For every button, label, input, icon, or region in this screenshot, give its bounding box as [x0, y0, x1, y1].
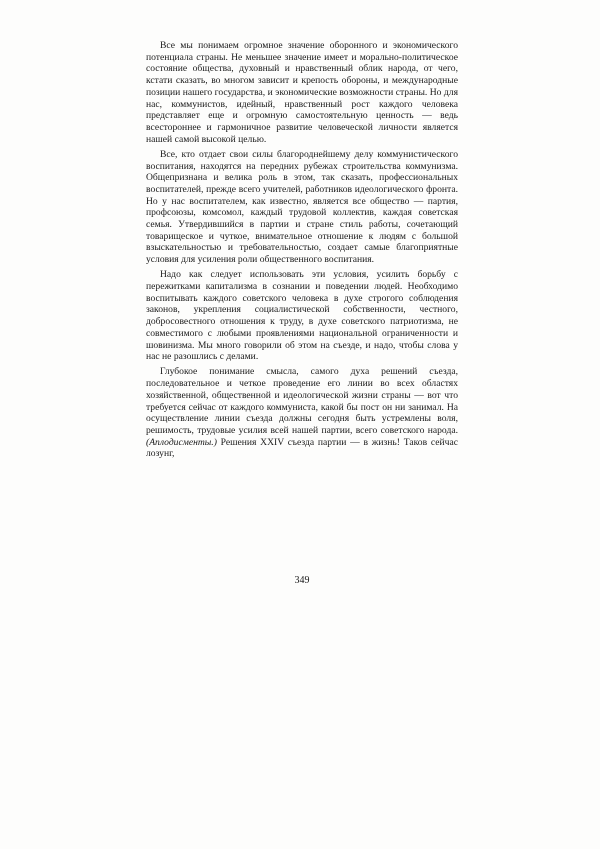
paragraph-3: Надо как следует использовать эти условия, усилить борьбу с пережитками капитализма в сознании и поведении людей. Необходимо воспитывать каждого советского человека в духе строгого соблюдения законов, укрепления социалистической собственности, честного, добросовестного отношения к труду, в духе советского патриотизма, не совместимого с любыми проявлениями национальной ограниченности и шовинизма. Мы много говорили об этом на съезде, и надо, чтобы слова у нас не разошлись с делами.	[146, 269, 458, 363]
paragraph-4	[146, 366, 458, 460]
paragraph-1: Все мы понимаем огромное значение оборонного и экономического потенциала страны. Не меньшее значение имеет и морально-политическое состояние общества, духовный и нравственный облик народа, от чего, кстати сказать, во многом зависит и крепость обороны, и международные позиции нашего государства, и экономические возможности страны. Но для нас, коммунистов, идейный, нравственный рост каждого человека представляет еще и огромную самостоятельную ценность — ведь всестороннее и гармоничное развитие человеческой личности является нашей самой высокой целью.	[146, 40, 458, 145]
paragraph-2: Все, кто отдает свои силы благороднейшему делу коммунистического воспитания, находятся на передних рубежах строительства коммунизма. Общепризнана и велика роль в этом, так сказать, профессиональных воспитателей, прежде всего учителей, работников идеологического фронта. Но у нас воспитателем, как известно, является все общество — партия, профсоюзы, комсомол, каждый трудовой коллектив, каждая советская семья. Утвердившийся в партии и стране стиль работы, сочетающий товарищеское и чуткое, внимательное отношение к людям с большой взыскательностью и требовательностью, создает самые благоприятные условия для усиления роли общественного воспитания.	[146, 148, 458, 266]
paragraph-4-text-after: Решения XXIV съезда партии — в жизнь! Таков сейчас лозунг,	[146, 436, 458, 460]
page-number: 349	[294, 575, 310, 586]
paragraph-4-text-before: Глубокое понимание смысла, самого духа решений съезда, последовательное и четкое проведение его линии во всех областях хозяйственной, общественной и идеологической жизни страны — вот что требуется сейчас от каждого коммуниста, какой бы пост он ни занимал. На осуществление линии съезда должны сегодня быть устремлены воля, решимость, трудовые усилия всей нашей партии, всего советского народа.	[146, 366, 458, 436]
applause-note: (Аплодисменты.)	[146, 436, 217, 448]
body-text	[146, 40, 458, 464]
